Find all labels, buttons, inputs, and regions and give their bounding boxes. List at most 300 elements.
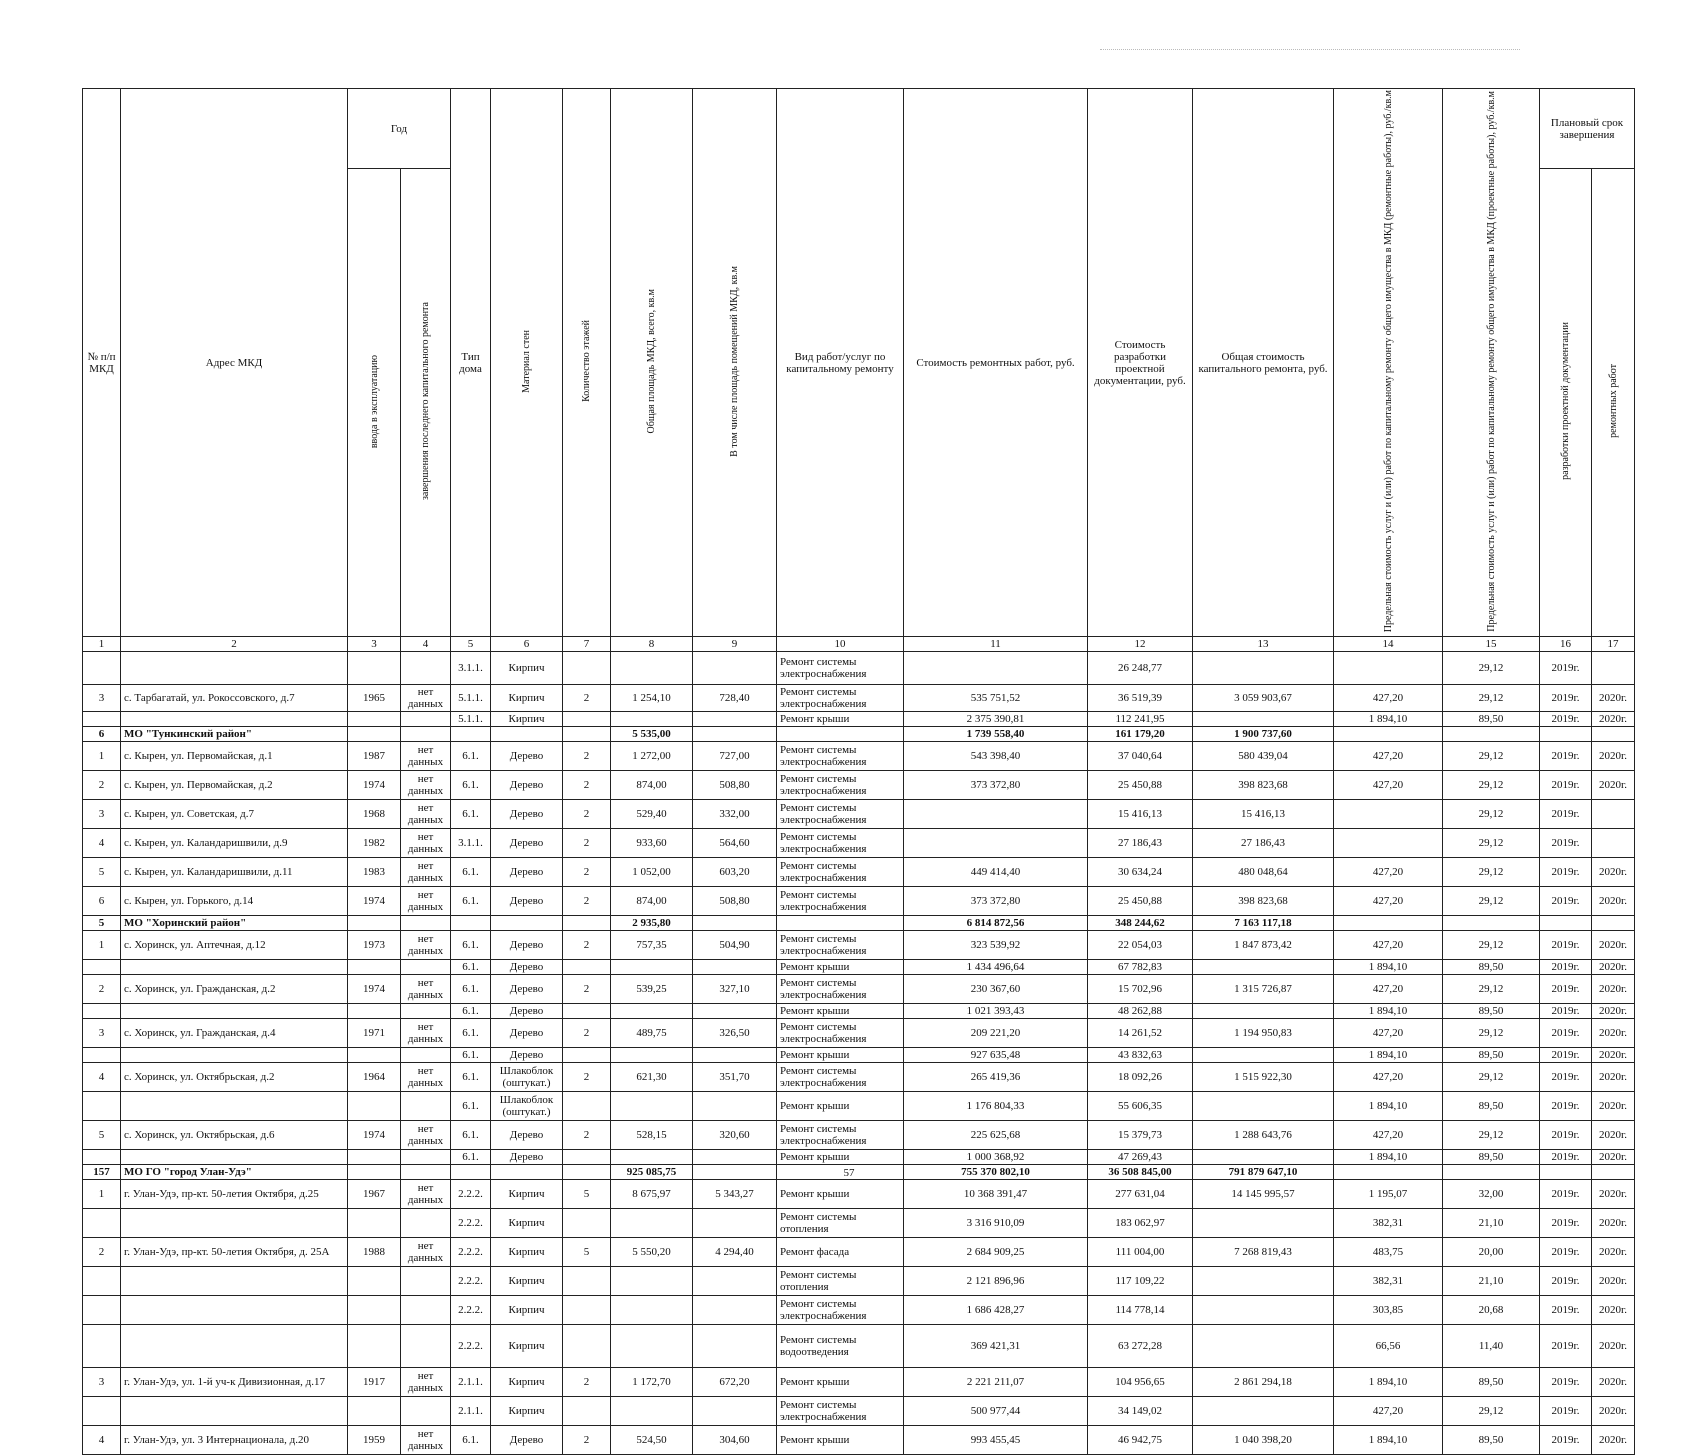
address-cell [121,712,348,727]
deadline-repair-cell: 2020г. [1592,858,1635,887]
living-area-cell: 672,20 [693,1368,777,1397]
table-row [83,1150,1635,1165]
house-type-cell: 6.1. [451,1048,491,1063]
living-area-cell: 332,00 [693,800,777,829]
total-area-cell: 1 272,00 [611,742,693,771]
year-built-cell [348,916,401,931]
limit-repair-cell: 427,20 [1334,685,1443,712]
repair-cost-cell: 3 316 910,09 [904,1209,1088,1238]
wall-material-cell: Дерево [491,800,563,829]
total-area-cell: 529,40 [611,800,693,829]
table-row [83,1019,1635,1048]
total-area-cell: 621,30 [611,1063,693,1092]
year-repair-cell: нет данных [401,800,451,829]
year-repair-cell [401,1325,451,1368]
docs-cost-cell: 112 241,95 [1088,712,1193,727]
limit-docs-cell: 29,12 [1443,931,1540,960]
year-built-cell: 1974 [348,1121,401,1150]
wall-material-cell: Дерево [491,1150,563,1165]
row-number-cell: 4 [83,829,121,858]
repair-cost-cell: 2 221 211,07 [904,1368,1088,1397]
address-cell [121,1150,348,1165]
total-cost-cell: 1 900 737,60 [1193,727,1334,742]
repair-cost-cell: 230 367,60 [904,975,1088,1004]
house-type-cell [451,727,491,742]
address-cell [121,1004,348,1019]
repair-cost-cell: 373 372,80 [904,887,1088,916]
floors-cell [563,1397,611,1426]
house-type-cell: 2.2.2. [451,1325,491,1368]
year-repair-cell [401,960,451,975]
repair-cost-cell: 543 398,40 [904,742,1088,771]
year-built-cell: 1959 [348,1426,401,1455]
address-cell: МО "Тункинский район" [121,727,348,742]
wall-material-cell: Дерево [491,1019,563,1048]
living-area-cell: 728,40 [693,685,777,712]
floors-cell: 2 [563,931,611,960]
floors-cell [563,916,611,931]
row-number-cell: 1 [83,931,121,960]
total-area-cell: 1 172,70 [611,1368,693,1397]
address-cell: с. Хоринск, ул. Аптечная, д.12 [121,931,348,960]
page-number: 57 [843,1167,855,1179]
deadline-docs-cell: 2019г. [1540,1180,1592,1209]
address-cell: с. Кырен, ул. Советская, д.7 [121,800,348,829]
floors-cell: 2 [563,1019,611,1048]
work-type-cell: Ремонт системы электроснабжения [777,975,904,1004]
limit-docs-cell: 89,50 [1443,712,1540,727]
limit-docs-cell: 29,12 [1443,1397,1540,1426]
table-row [83,1092,1635,1121]
limit-docs-cell: 29,12 [1443,771,1540,800]
docs-cost-cell: 22 054,03 [1088,931,1193,960]
living-area-cell: 508,80 [693,771,777,800]
house-type-cell: 2.2.2. [451,1209,491,1238]
wall-material-cell: Дерево [491,829,563,858]
year-built-cell [348,727,401,742]
wall-material-cell: Кирпич [491,1296,563,1325]
column-number-cell: 12 [1088,637,1193,652]
year-repair-cell: нет данных [401,685,451,712]
work-type-cell: Ремонт системы электроснабжения [777,742,904,771]
header-deadline-docs: разработки проектной документации [1540,169,1592,637]
docs-cost-cell: 183 062,97 [1088,1209,1193,1238]
table-row [83,652,1635,685]
house-type-cell: 6.1. [451,1019,491,1048]
floors-cell [563,1267,611,1296]
deadline-repair-cell: 2020г. [1592,1368,1635,1397]
address-cell: с. Кырен, ул. Первомайская, д.2 [121,771,348,800]
wall-material-cell: Дерево [491,771,563,800]
repair-cost-cell: 10 368 391,47 [904,1180,1088,1209]
section-row [83,916,1635,931]
living-area-cell: 5 343,27 [693,1180,777,1209]
work-type-cell: Ремонт системы электроснабжения [777,829,904,858]
capital-repair-table [82,88,1635,1455]
limit-docs-cell: 89,50 [1443,1004,1540,1019]
deadline-repair-cell: 2020г. [1592,1397,1635,1426]
wall-material-cell: Дерево [491,742,563,771]
deadline-docs-cell: 2019г. [1540,829,1592,858]
deadline-docs-cell: 2019г. [1540,771,1592,800]
total-area-cell [611,1325,693,1368]
address-cell [121,1092,348,1121]
total-area-cell: 524,50 [611,1426,693,1455]
deadline-repair-cell: 2020г. [1592,1048,1635,1063]
total-area-cell [611,1092,693,1121]
docs-cost-cell: 15 416,13 [1088,800,1193,829]
work-type-cell: Ремонт крыши [777,1368,904,1397]
table-row [83,1296,1635,1325]
year-repair-cell [401,652,451,685]
docs-cost-cell: 161 179,20 [1088,727,1193,742]
limit-docs-cell [1443,916,1540,931]
work-type-cell: Ремонт системы водоотведения [777,1325,904,1368]
total-cost-cell [1193,960,1334,975]
address-cell: с. Хоринск, ул. Октябрьская, д.2 [121,1063,348,1092]
limit-docs-cell: 29,12 [1443,800,1540,829]
house-type-cell: 6.1. [451,771,491,800]
total-cost-cell: 1 847 873,42 [1193,931,1334,960]
living-area-cell: 327,10 [693,975,777,1004]
total-cost-cell: 7 268 819,43 [1193,1238,1334,1267]
house-type-cell: 6.1. [451,1150,491,1165]
living-area-cell: 351,70 [693,1063,777,1092]
row-number-cell: 4 [83,1063,121,1092]
total-cost-cell: 1 515 922,30 [1193,1063,1334,1092]
row-number-cell: 5 [83,858,121,887]
year-built-cell: 1988 [348,1238,401,1267]
docs-cost-cell: 48 262,88 [1088,1004,1193,1019]
wall-material-cell: Дерево [491,960,563,975]
repair-cost-cell: 2 121 896,96 [904,1267,1088,1296]
year-repair-cell [401,1209,451,1238]
floors-cell: 5 [563,1238,611,1267]
total-area-cell: 757,35 [611,931,693,960]
limit-docs-cell: 11,40 [1443,1325,1540,1368]
work-type-cell: Ремонт системы электроснабжения [777,858,904,887]
deadline-docs-cell: 2019г. [1540,960,1592,975]
year-built-cell [348,1397,401,1426]
house-type-cell: 6.1. [451,742,491,771]
year-built-cell: 1974 [348,771,401,800]
address-cell: г. Улан-Удэ, ул. 3 Интернационала, д.20 [121,1426,348,1455]
deadline-repair-cell [1592,652,1635,685]
total-area-cell [611,1397,693,1426]
year-built-cell: 1971 [348,1019,401,1048]
header-material: Материал стен [491,89,563,637]
limit-docs-cell: 32,00 [1443,1180,1540,1209]
deadline-docs-cell: 2019г. [1540,742,1592,771]
living-area-cell [693,960,777,975]
docs-cost-cell: 25 450,88 [1088,771,1193,800]
limit-docs-cell [1443,727,1540,742]
living-area-cell [693,712,777,727]
wall-material-cell: Шлакоблок (оштукат.) [491,1092,563,1121]
total-area-cell: 1 254,10 [611,685,693,712]
year-repair-cell [401,1267,451,1296]
column-number-cell: 14 [1334,637,1443,652]
limit-repair-cell: 483,75 [1334,1238,1443,1267]
limit-docs-cell: 21,10 [1443,1209,1540,1238]
deadline-repair-cell: 2020г. [1592,887,1635,916]
year-built-cell [348,1150,401,1165]
total-area-cell: 5 550,20 [611,1238,693,1267]
year-repair-cell: нет данных [401,1121,451,1150]
year-repair-cell: нет данных [401,975,451,1004]
limit-docs-cell: 29,12 [1443,1019,1540,1048]
limit-repair-cell: 1 894,10 [1334,1092,1443,1121]
limit-repair-cell: 1 894,10 [1334,1150,1443,1165]
floors-cell [563,1048,611,1063]
year-built-cell [348,1267,401,1296]
work-type-cell: Ремонт крыши [777,960,904,975]
repair-cost-cell: 1 434 496,64 [904,960,1088,975]
year-repair-cell [401,712,451,727]
row-number-cell [83,960,121,975]
limit-repair-cell: 427,20 [1334,1063,1443,1092]
work-type-cell: Ремонт системы электроснабжения [777,1296,904,1325]
deadline-repair-cell: 2020г. [1592,1426,1635,1455]
address-cell: с. Хоринск, ул. Гражданская, д.4 [121,1019,348,1048]
year-built-cell [348,712,401,727]
living-area-cell [693,1296,777,1325]
living-area-cell: 727,00 [693,742,777,771]
year-repair-cell: нет данных [401,1426,451,1455]
living-area-cell [693,1092,777,1121]
total-area-cell [611,1296,693,1325]
row-number-cell [83,1397,121,1426]
deadline-repair-cell: 2020г. [1592,1180,1635,1209]
docs-cost-cell: 111 004,00 [1088,1238,1193,1267]
row-number-cell: 2 [83,975,121,1004]
living-area-cell: 320,60 [693,1121,777,1150]
column-number-cell: 4 [401,637,451,652]
repair-cost-cell: 449 414,40 [904,858,1088,887]
total-cost-cell: 3 059 903,67 [1193,685,1334,712]
deadline-docs-cell: 2019г. [1540,887,1592,916]
repair-cost-cell: 1 739 558,40 [904,727,1088,742]
work-type-cell: Ремонт системы электроснабжения [777,652,904,685]
row-number-cell [83,1296,121,1325]
deadline-docs-cell: 2019г. [1540,1426,1592,1455]
deadline-repair-cell: 2020г. [1592,1121,1635,1150]
year-repair-cell [401,727,451,742]
total-cost-cell: 1 040 398,20 [1193,1426,1334,1455]
work-type-cell: Ремонт крыши [777,1150,904,1165]
total-cost-cell [1193,1092,1334,1121]
deadline-repair-cell: 2020г. [1592,1296,1635,1325]
year-repair-cell [401,1150,451,1165]
total-cost-cell [1193,712,1334,727]
deadline-repair-cell: 2020г. [1592,685,1635,712]
limit-docs-cell: 89,50 [1443,1048,1540,1063]
address-cell [121,1296,348,1325]
year-built-cell [348,1048,401,1063]
wall-material-cell: Кирпич [491,1325,563,1368]
docs-cost-cell: 27 186,43 [1088,829,1193,858]
deadline-docs-cell [1540,916,1592,931]
year-built-cell: 1973 [348,931,401,960]
limit-repair-cell [1334,800,1443,829]
year-built-cell: 1982 [348,829,401,858]
deadline-repair-cell: 2020г. [1592,742,1635,771]
house-type-cell: 6.1. [451,1426,491,1455]
house-type-cell: 2.2.2. [451,1296,491,1325]
deadline-repair-cell: 2020г. [1592,1267,1635,1296]
house-type-cell: 5.1.1. [451,712,491,727]
address-cell: г. Улан-Удэ, пр-кт. 50-летия Октября, д.25 [121,1180,348,1209]
total-area-cell [611,712,693,727]
total-cost-cell: 7 163 117,18 [1193,916,1334,931]
wall-material-cell: Кирпич [491,712,563,727]
repair-cost-cell [904,800,1088,829]
wall-material-cell: Кирпич [491,685,563,712]
repair-cost-cell: 265 419,36 [904,1063,1088,1092]
living-area-cell: 326,50 [693,1019,777,1048]
year-repair-cell: нет данных [401,771,451,800]
column-number-cell: 13 [1193,637,1334,652]
limit-repair-cell: 427,20 [1334,771,1443,800]
deadline-docs-cell: 2019г. [1540,858,1592,887]
house-type-cell: 6.1. [451,1121,491,1150]
table-row [83,1267,1635,1296]
table-row [83,1426,1635,1455]
table-row [83,1180,1635,1209]
deadline-repair-cell: 2020г. [1592,1019,1635,1048]
year-built-cell: 1965 [348,685,401,712]
total-cost-cell [1193,652,1334,685]
address-cell: МО ГО "город Улан-Удэ" [121,1165,348,1180]
wall-material-cell: Дерево [491,931,563,960]
living-area-cell [693,1267,777,1296]
year-repair-cell [401,916,451,931]
total-cost-cell [1193,1150,1334,1165]
floors-cell: 2 [563,975,611,1004]
year-built-cell: 1964 [348,1063,401,1092]
column-number-cell: 8 [611,637,693,652]
deadline-repair-cell [1592,916,1635,931]
deadline-repair-cell: 2020г. [1592,771,1635,800]
wall-material-cell: Кирпич [491,1267,563,1296]
deadline-repair-cell: 2020г. [1592,931,1635,960]
house-type-cell: 6.1. [451,931,491,960]
total-area-cell: 874,00 [611,887,693,916]
address-cell [121,1267,348,1296]
deadline-docs-cell: 2019г. [1540,1368,1592,1397]
row-number-cell [83,652,121,685]
house-type-cell: 3.1.1. [451,829,491,858]
row-number-cell: 157 [83,1165,121,1180]
docs-cost-cell: 34 149,02 [1088,1397,1193,1426]
work-type-cell: Ремонт системы электроснабжения [777,887,904,916]
house-type-cell: 6.1. [451,800,491,829]
living-area-cell [693,1209,777,1238]
work-type-cell: Ремонт крыши [777,1048,904,1063]
total-area-cell [611,1048,693,1063]
limit-repair-cell: 427,20 [1334,858,1443,887]
repair-cost-cell: 1 176 804,33 [904,1092,1088,1121]
table-row [83,1048,1635,1063]
floors-cell [563,727,611,742]
table-row [83,1004,1635,1019]
wall-material-cell [491,727,563,742]
header-type: Тип дома [451,89,491,637]
house-type-cell: 5.1.1. [451,685,491,712]
total-area-cell [611,1209,693,1238]
docs-cost-cell: 14 261,52 [1088,1019,1193,1048]
limit-repair-cell: 427,20 [1334,1397,1443,1426]
floors-cell [563,960,611,975]
deadline-repair-cell: 2020г. [1592,1150,1635,1165]
docs-cost-cell: 26 248,77 [1088,652,1193,685]
wall-material-cell: Дерево [491,1121,563,1150]
limit-repair-cell [1334,829,1443,858]
living-area-cell: 603,20 [693,858,777,887]
living-area-cell: 4 294,40 [693,1238,777,1267]
row-number-cell: 5 [83,1121,121,1150]
work-type-cell: Ремонт системы отопления [777,1267,904,1296]
living-area-cell [693,1397,777,1426]
repair-cost-cell: 993 455,45 [904,1426,1088,1455]
floors-cell: 2 [563,829,611,858]
limit-repair-cell: 427,20 [1334,1121,1443,1150]
total-area-cell [611,1004,693,1019]
floors-cell: 2 [563,858,611,887]
docs-cost-cell: 114 778,14 [1088,1296,1193,1325]
limit-docs-cell: 20,68 [1443,1296,1540,1325]
deadline-repair-cell: 2020г. [1592,975,1635,1004]
address-cell: с. Кырен, ул. Каландаришвили, д.9 [121,829,348,858]
table-row [83,1368,1635,1397]
deadline-repair-cell: 2020г. [1592,1325,1635,1368]
total-cost-cell [1193,1397,1334,1426]
wall-material-cell: Кирпич [491,1397,563,1426]
row-number-cell: 6 [83,727,121,742]
header-area-living: В том числе площадь помещений МКД, кв.м [693,89,777,637]
deadline-docs-cell [1540,727,1592,742]
year-built-cell [348,960,401,975]
header-deadline-repair: ремонтных работ [1592,169,1635,637]
limit-docs-cell: 89,50 [1443,1150,1540,1165]
limit-repair-cell: 303,85 [1334,1296,1443,1325]
year-repair-cell: нет данных [401,858,451,887]
header-cost-docs: Стоимость разработки проектной документации, руб. [1088,89,1193,637]
docs-cost-cell: 348 244,62 [1088,916,1193,931]
wall-material-cell: Кирпич [491,652,563,685]
limit-docs-cell: 29,12 [1443,1121,1540,1150]
living-area-cell [693,727,777,742]
total-cost-cell [1193,1296,1334,1325]
year-repair-cell [401,1048,451,1063]
limit-docs-cell: 20,00 [1443,1238,1540,1267]
limit-docs-cell: 89,50 [1443,1368,1540,1397]
deadline-repair-cell: 2020г. [1592,712,1635,727]
total-cost-cell: 480 048,64 [1193,858,1334,887]
deadline-repair-cell [1592,800,1635,829]
total-cost-cell: 398 823,68 [1193,887,1334,916]
year-repair-cell [401,1397,451,1426]
limit-repair-cell: 427,20 [1334,975,1443,1004]
header-limit-docs: Предельная стоимость услуг и (или) работ по капитальному ремонту общего имущества в МКД (проектные работы), руб./кв.м [1443,89,1540,637]
header-year-built: ввода в эксплуатацию [348,169,401,637]
wall-material-cell: Дерево [491,887,563,916]
row-number-cell: 4 [83,1426,121,1455]
row-number-cell [83,1209,121,1238]
row-number-cell: 3 [83,1368,121,1397]
deadline-repair-cell: 2020г. [1592,1209,1635,1238]
living-area-cell [693,1004,777,1019]
